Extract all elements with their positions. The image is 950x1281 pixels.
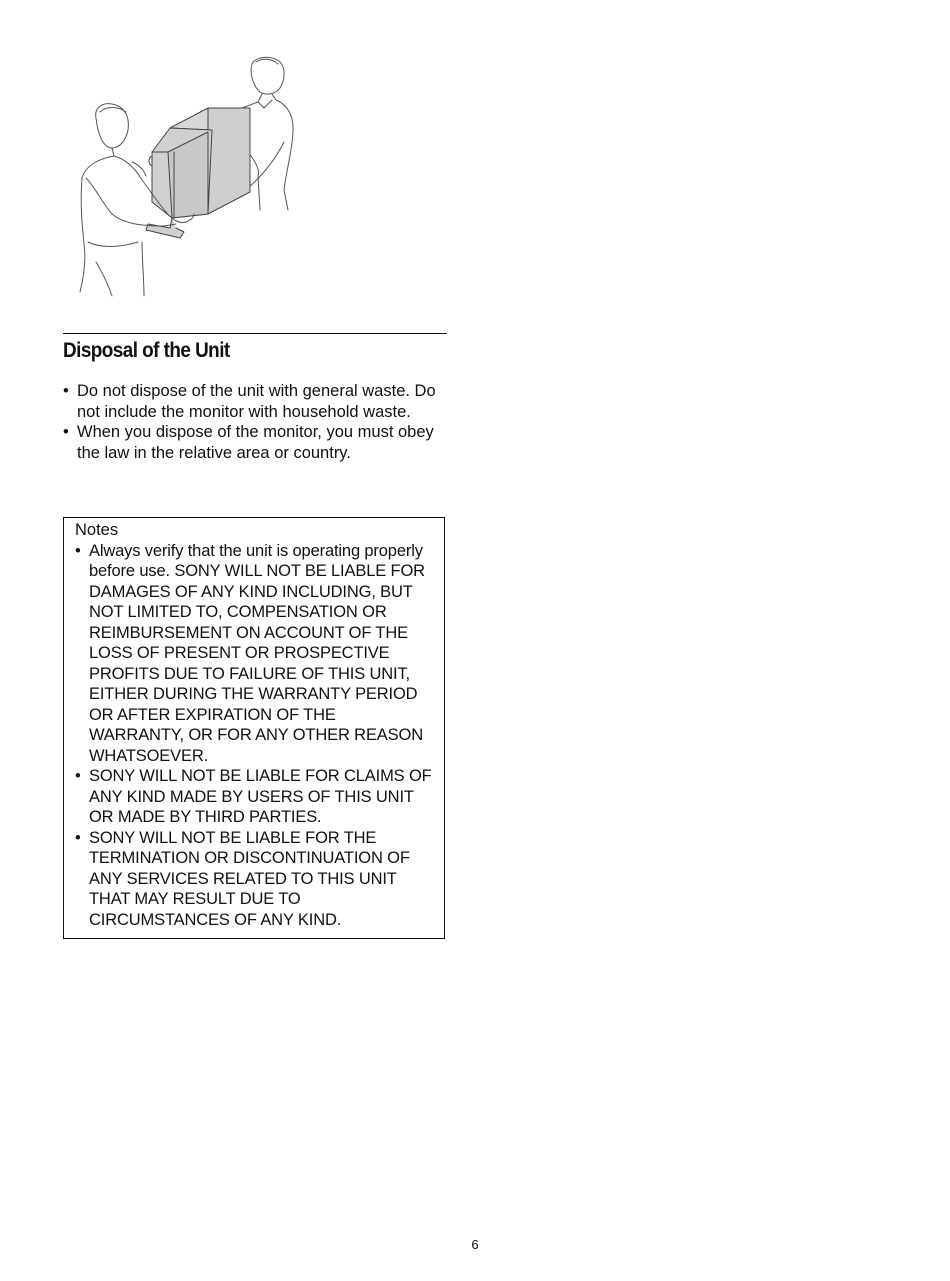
list-item [63,422,447,463]
bullet-icon: • [75,541,81,560]
page-number: 6 [471,1237,479,1252]
bullet-text: When you dispose of the monitor, you must obey the law in the relative area or country. [77,423,434,462]
bullet-icon: • [63,423,69,442]
disposal-section [63,333,447,463]
disposal-bullet-list [63,381,447,463]
bullet-icon: • [63,382,69,400]
bullet-icon: • [75,828,81,847]
notes-list [75,541,434,931]
note-text: SONY WILL NOT BE LIABLE FOR THE TERMINATION OR DISCONTINUATION OF ANY SERVICES RELATED TO THIS UNIT THAT MAY RESULT DUE TO CIRCUMSTANCES OF ANY KIND. [89,828,410,929]
list-item [63,381,447,422]
note-text: SONY WILL NOT BE LIABLE FOR CLAIMS OF ANY KIND MADE BY USERS OF THIS UNIT OR MADE BY THIRD PARTIES. [89,767,432,827]
notes-box [63,517,445,939]
note-text: Always verify that the unit is operating properly before use. SONY WILL NOT BE LIABLE FOR DAMAGES OF ANY KIND INCLUDING, BUT NOT LIMITED TO, COMPENSATION OR REIMBURSEMENT ON ACCOUNT OF THE LOSS OF PRESENT OR PROSPECTIVE PROFITS DUE TO FAILURE OF THIS UNIT, EITHER DURING THE WARRANTY PERIOD OR AFTER EXPIRATION OF THE WARRANTY, OR FOR ANY OTHER REASON WHATSOEVER. [89,541,425,765]
two-people-carrying-monitor-illustration [72,52,304,298]
bullet-icon: • [75,767,81,786]
bullet-text: Do not dispose of the unit with general waste. Do not include the monitor with household waste. [77,382,436,421]
list-item [75,828,434,931]
notes-title: Notes [75,521,119,539]
list-item [75,766,434,828]
section-divider [63,333,447,334]
list-item [75,541,434,767]
monitor-figure [146,108,250,238]
section-heading: Disposal of the Unit [63,339,230,362]
